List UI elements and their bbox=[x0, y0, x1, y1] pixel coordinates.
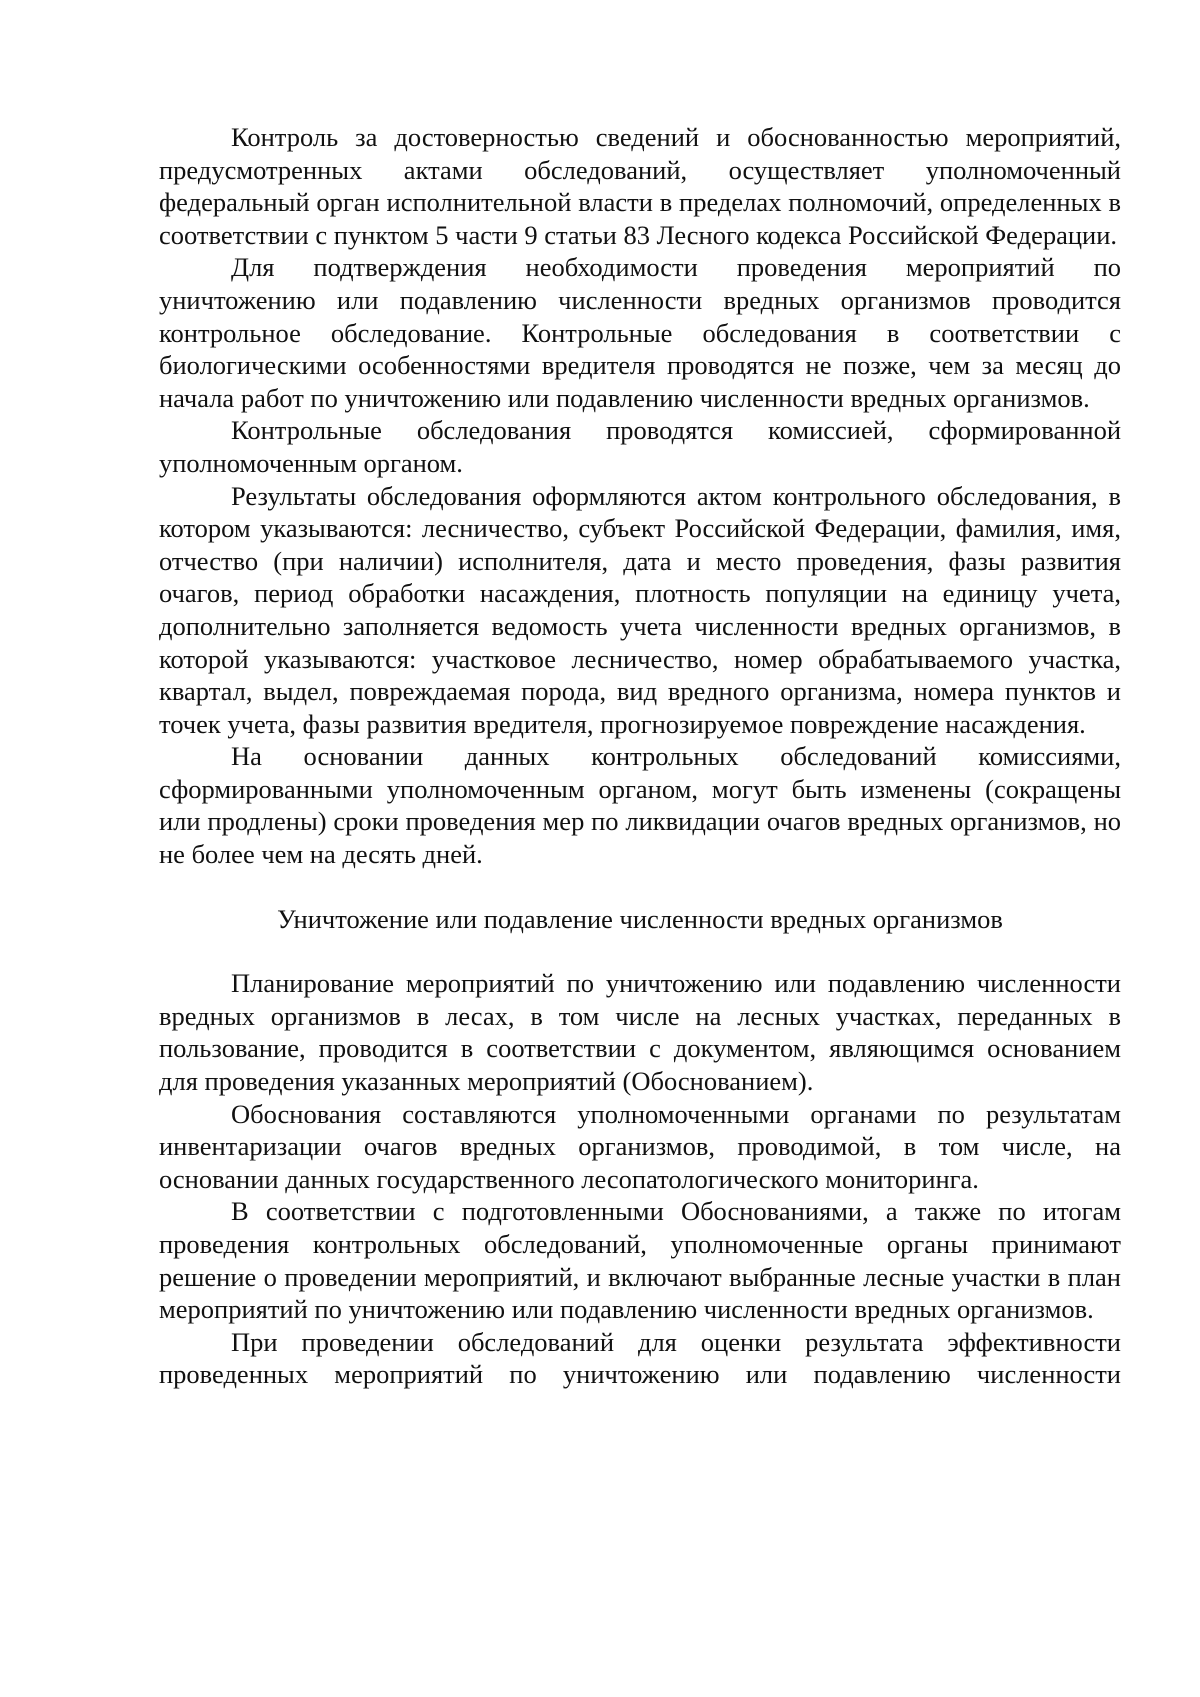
paragraph-commission: Контрольные обследования проводятся комиссией, сформированной уполномоченным органом. bbox=[159, 415, 1121, 478]
paragraph-control-survey-purpose: Для подтверждения необходимости проведения мероприятий по уничтожению или подавлению численности вредных организмов проводится контрольное обследование. Контрольные обследования в соответствии с биологическими особенностями вредителя проводятся не позже, чем за месяц до начала работ по уничтожению или подавлению численности вредных организмов. bbox=[159, 252, 1121, 413]
paragraph-planning: Планирование мероприятий по уничтожению или подавлению численности вредных организмов в лесах, в том числе на лесных участках, переданных в пользование, проводится в соответствии с документом, являющимся основанием для проведения указанных мероприятий (Обоснованием). bbox=[159, 968, 1121, 1097]
paragraph-control-of-reliability: Контроль за достоверностью сведений и обоснованностью мероприятий, предусмотренных актами обследований, осуществляет уполномоченный федеральный орган исполнительной власти в пределах полномочий, определенных в соответствии с пунктом 5 части 9 статьи 83 Лесного кодекса Российской Федерации. bbox=[159, 122, 1121, 250]
paragraph-survey-results: Результаты обследования оформляются актом контрольного обследования, в котором указываются: лесничество, субъект Российской Федерации, фамилия, имя, отчество (при наличии) исполнителя, дата и место проведения, фазы развития очагов, период обработки насаждения, плотность популяции на единицу учета, дополнительно заполняется ведомость учета численности вредных организмов, в которой указываются: участковое лесничество, номер обрабатываемого участка, квартал, выдел, повреждаемая порода, вид вредного организма, номера пунктов и точек учета, фазы развития вредителя, прогнозируемое повреждение насаждения. bbox=[159, 480, 1121, 739]
document-page bbox=[159, 121, 1121, 1391]
paragraph-decision: В соответствии с подготовленными Обоснованиями, а также по итогам проведения контрольных обследований, уполномоченные органы принимают решение о проведении мероприятий, и включают выбранные лесные участки в план мероприятий по уничтожению или подавлению численности вредных организмов. bbox=[159, 1196, 1121, 1325]
paragraph-justifications: Обоснования составляются уполномоченными органами по результатам инвентаризации очагов вредных организмов, проводимой, в том числе, на основании данных государственного лесопатологического мониторинга. bbox=[159, 1098, 1121, 1194]
paragraph-effectiveness-surveys: При проведении обследований для оценки результата эффективности проведенных мероприятий по уничтожению или подавлению численности bbox=[159, 1326, 1121, 1390]
paragraph-deadline-changes: На основании данных контрольных обследований комиссиями, сформированными уполномоченным органом, могут быть изменены (сокращены или продлены) сроки проведения мер по ликвидации очагов вредных организмов, но не более чем на десять дней. bbox=[159, 741, 1121, 870]
section-heading: Уничтожение или подавление численности вредных организмов bbox=[277, 903, 1003, 934]
